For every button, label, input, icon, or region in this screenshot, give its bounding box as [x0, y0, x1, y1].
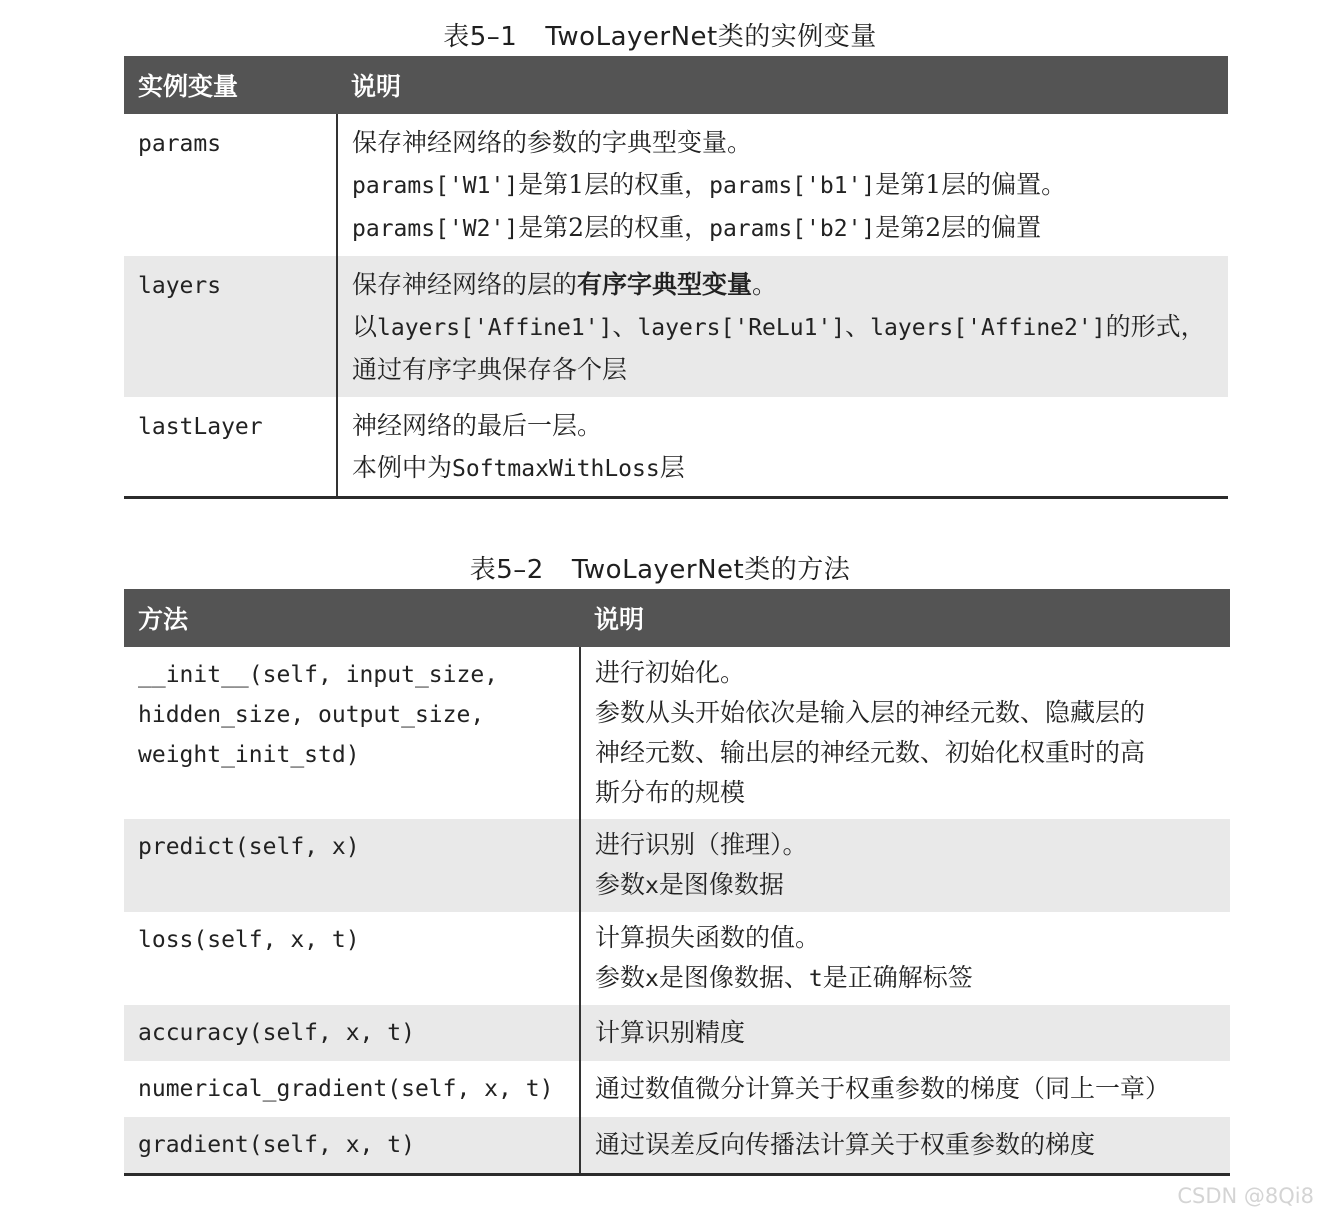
method-cell: [124, 1061, 580, 1117]
table-row: [124, 1117, 1230, 1175]
variable-cell: [124, 256, 337, 397]
description-line: [595, 865, 1216, 906]
method-signature: gradient(self, x, t): [138, 1132, 415, 1158]
table-row: [124, 1005, 1230, 1061]
table1-caption-title: TwoLayerNet类的实例变量: [545, 22, 877, 52]
description-cell: [580, 1117, 1230, 1175]
method-cell: [124, 819, 580, 912]
description-line: 计算损失函数的值。: [595, 923, 821, 952]
description-cell: [337, 397, 1228, 498]
code-snippet: params['W2']: [352, 216, 519, 242]
table2-header-description: 说明: [580, 589, 1230, 647]
description-cell: [580, 1061, 1230, 1117]
description-cell: [580, 819, 1230, 912]
code-snippet: x: [645, 873, 659, 899]
table2-caption-title: TwoLayerNet类的方法: [571, 555, 851, 585]
description-line: 进行识别（推理）。: [595, 830, 808, 859]
method-cell: [124, 1117, 580, 1175]
watermark: CSDN @8Qi8: [1177, 1184, 1314, 1208]
method-signature: accuracy(self, x, t): [138, 1020, 415, 1046]
method-signature: weight_init_std): [138, 742, 360, 768]
description-line: 通过数值微分计算关于权重参数的梯度（同上一章）: [595, 1074, 1171, 1103]
code-snippet: params['b1']: [709, 173, 876, 199]
table1-caption-number: 表5–1: [443, 22, 518, 52]
variable-name: lastLayer: [138, 414, 263, 440]
description-text: 是正确解标签: [822, 963, 973, 992]
variable-cell: [124, 397, 337, 498]
methods-table: [124, 589, 1230, 1176]
description-text: 是图像数据: [658, 870, 784, 899]
description-text: 是第1层的权重，: [518, 170, 710, 199]
description-text: 层: [659, 453, 685, 482]
code-snippet: params['b2']: [709, 216, 876, 242]
code-snippet: t: [808, 966, 823, 992]
table2-caption: [0, 549, 1320, 586]
description-line: 通过有序字典保存各个层: [352, 355, 628, 384]
method-cell: [124, 912, 580, 1005]
description-line: 参数从头开始依次是输入层的神经元数、隐藏层的: [595, 698, 1146, 727]
description-line: [352, 164, 1214, 207]
description-cell: [337, 114, 1228, 256]
table-row: [124, 647, 1230, 819]
code-snippet: layers['Affine2']: [870, 315, 1106, 341]
description-line: [352, 264, 1214, 306]
table1-header-row: [124, 56, 1228, 114]
method-signature: __init__(self, input_size,: [138, 662, 499, 688]
table1-header-variable: 实例变量: [124, 56, 337, 114]
description-cell: [580, 647, 1230, 819]
description-line: [352, 207, 1214, 250]
description-text: 是第1层的偏置。: [875, 170, 1067, 199]
description-line: 通过误差反向传播法计算关于权重参数的梯度: [595, 1130, 1096, 1159]
description-text: 、: [845, 312, 871, 341]
code-snippet: params['W1']: [352, 173, 519, 199]
description-line: [352, 447, 1214, 490]
description-text: 以: [352, 312, 378, 341]
table1-header-description: 说明: [337, 56, 1228, 114]
description-cell: [337, 256, 1228, 397]
table2-header-method: 方法: [124, 589, 580, 647]
description-text: 的形式，: [1105, 312, 1206, 341]
code-snippet: SoftmaxWithLoss: [452, 456, 660, 482]
variable-name: params: [138, 131, 222, 157]
description-text: 参数: [595, 870, 646, 899]
code-snippet: layers['Affine1']: [377, 315, 613, 341]
table-row: [124, 819, 1230, 912]
method-signature: hidden_size, output_size,: [138, 702, 485, 728]
method-cell: [124, 647, 580, 819]
method-signature: predict(self, x): [138, 834, 360, 860]
description-line: 斯分布的规模: [595, 778, 746, 807]
description-text: 参数: [595, 963, 646, 992]
description-cell: [580, 1005, 1230, 1061]
description-text: 本例中为: [352, 453, 453, 482]
table-row: [124, 114, 1228, 256]
emphasis-text: 有序字典型变量: [577, 270, 753, 299]
code-snippet: layers['ReLu1']: [637, 315, 846, 341]
variable-cell: [124, 114, 337, 256]
table2-header-row: [124, 589, 1230, 647]
description-text: 保存神经网络的层的: [352, 270, 578, 299]
description-line: 神经元数、输出层的神经元数、初始化权重时的高: [595, 738, 1146, 767]
description-text: 。: [752, 270, 778, 299]
description-line: [595, 958, 1216, 999]
table-row: [124, 1061, 1230, 1117]
description-text: 是第2层的偏置: [875, 213, 1042, 242]
description-line: 进行初始化。: [595, 658, 746, 687]
method-signature: numerical_gradient(self, x, t): [138, 1076, 554, 1102]
table-row: [124, 397, 1228, 498]
code-snippet: x: [645, 966, 659, 992]
instance-variables-table: [124, 56, 1228, 499]
method-signature: loss(self, x, t): [138, 927, 360, 953]
description-line: 保存神经网络的参数的字典型变量。: [352, 128, 753, 157]
table2-caption-number: 表5–2: [469, 555, 544, 585]
description-text: 是第2层的权重，: [518, 213, 710, 242]
description-line: 计算识别精度: [595, 1018, 746, 1047]
variable-name: layers: [138, 273, 222, 299]
description-line: [352, 306, 1214, 349]
table-row: [124, 912, 1230, 1005]
description-text: 、: [612, 312, 638, 341]
table1-caption: [0, 16, 1320, 53]
description-cell: [580, 912, 1230, 1005]
description-line: 神经网络的最后一层。: [352, 411, 603, 440]
description-text: 是图像数据、: [658, 963, 809, 992]
table-row: [124, 256, 1228, 397]
method-cell: [124, 1005, 580, 1061]
